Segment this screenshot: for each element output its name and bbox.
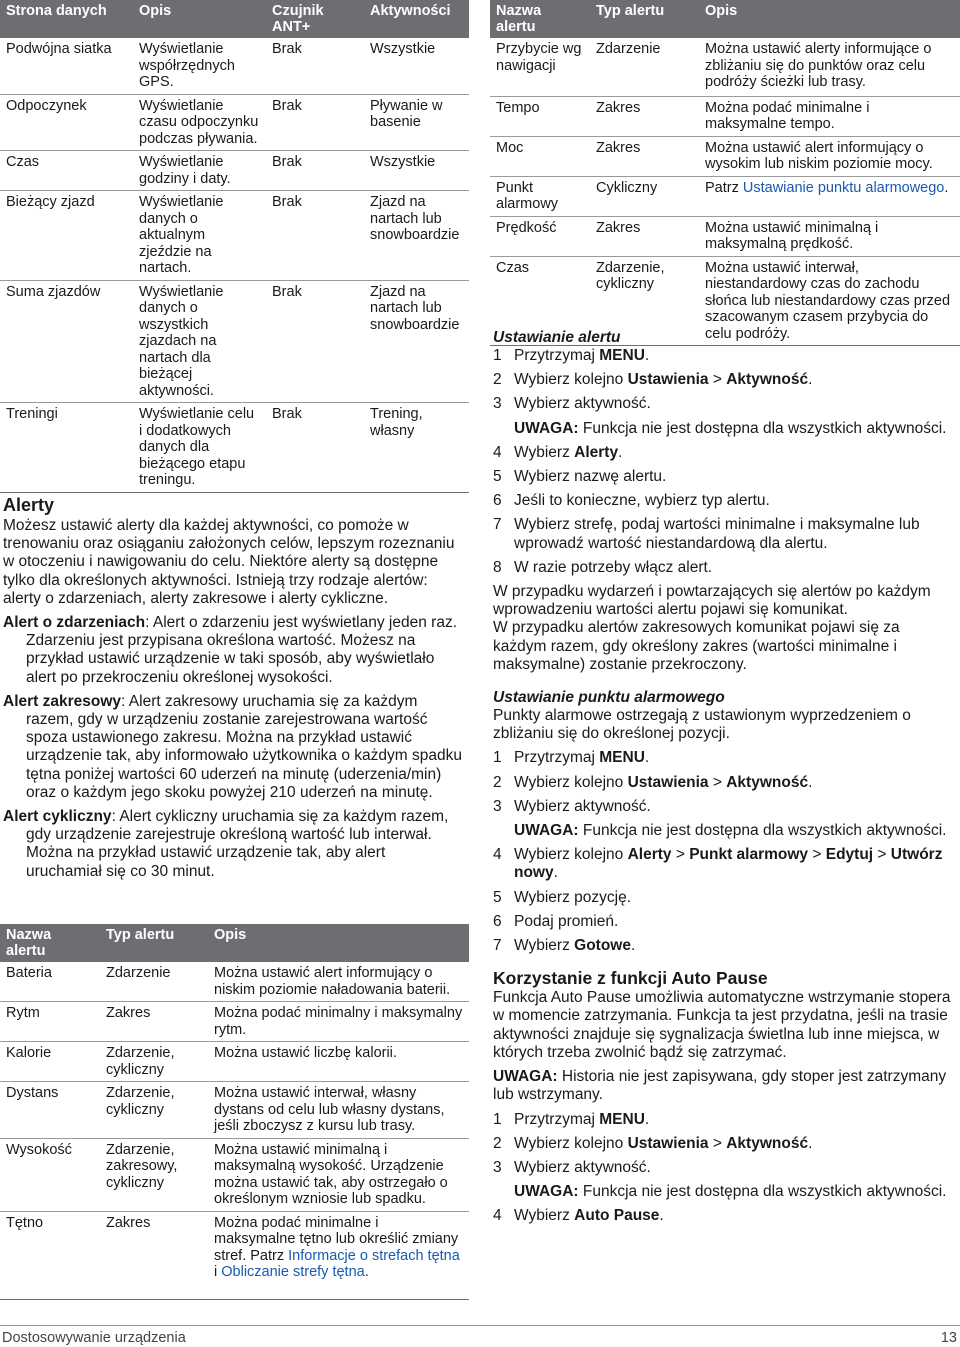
col-header: Aktywności [364, 0, 469, 38]
cell: Brak [266, 94, 364, 151]
right-column [493, 328, 955, 1232]
table-row [0, 962, 469, 1002]
step-text: Wybierz aktywność. [514, 797, 651, 815]
step [493, 347, 955, 365]
step-number: 5 [493, 888, 502, 906]
step-number: 6 [493, 492, 502, 510]
step-text: . [808, 773, 813, 791]
cell: Trening, własny [364, 403, 469, 493]
step [493, 913, 955, 931]
cell-text: . [364, 1264, 369, 1280]
cell: Brak [266, 38, 364, 94]
alarm-point-steps [493, 749, 955, 816]
note-label: UWAGA: [514, 822, 579, 840]
cell [699, 176, 960, 216]
hr-zones-info-link[interactable]: Informacje o strefach tętna [288, 1247, 460, 1264]
cell: Można podać minimalne i maksymalne tempo. [699, 96, 960, 136]
alerts-table-right [490, 0, 960, 346]
col-header: Typ alertu [100, 924, 208, 962]
table-row [490, 38, 960, 96]
step-text: . [553, 864, 558, 882]
cell: Brak [266, 280, 364, 403]
step [493, 937, 955, 955]
step [493, 516, 955, 552]
step-number: 3 [493, 1158, 502, 1176]
setting-alert-steps [493, 347, 955, 414]
step-number: 8 [493, 558, 502, 576]
step-key: Edytuj [825, 846, 874, 864]
step [493, 749, 955, 767]
table-row [490, 136, 960, 176]
definition-event-alert [3, 614, 465, 687]
table-row [0, 1211, 469, 1299]
note-text: Historia nie jest zapisywana, gdy stoper jest zatrzymany lub wstrzymany. [493, 1068, 947, 1104]
step [493, 395, 955, 413]
cell: Można ustawić minimalną i maksymalną prędkość. [699, 216, 960, 256]
auto-pause-title: Korzystanie z funkcji Auto Pause [493, 968, 768, 989]
cell: Cykliczny [590, 176, 699, 216]
step-number: 2 [493, 773, 502, 791]
cell: Zakres [100, 1002, 208, 1042]
col-header: Opis [699, 0, 960, 38]
step-key: Alerty [574, 443, 619, 461]
step-number: 5 [493, 468, 502, 486]
step-text: > [708, 773, 727, 791]
cell: Wszystkie [364, 151, 469, 191]
step-text: Jeśli to konieczne, wybierz typ alertu. [514, 492, 770, 510]
step-key: Auto Pause [574, 1207, 660, 1225]
step-text: Wybierz nazwę alertu. [514, 468, 667, 486]
cell: Prędkość [490, 216, 590, 256]
cell: Tętno [0, 1211, 100, 1299]
step-key: Aktywność [726, 1134, 809, 1152]
setting-alert-steps-cont [493, 444, 955, 577]
table-row [490, 176, 960, 216]
cell: Zjazd na nartach lub snowboardzie [364, 280, 469, 403]
step [493, 444, 955, 462]
step-key: Ustawienia [627, 773, 709, 791]
step [493, 1207, 955, 1225]
cell: Zakres [590, 136, 699, 176]
result-text: W przypadku wydarzeń i powtarzających się alertów po każdym wprowadzeniu wartości alertu pojawi się komunikat. [493, 583, 931, 619]
step-text: . [618, 443, 623, 461]
step-text: > [708, 371, 727, 389]
col-header: Typ alertu [590, 0, 699, 38]
cell: Dystans [0, 1082, 100, 1139]
cell [208, 1211, 469, 1299]
step-key: Alerty [627, 846, 672, 864]
step-text: . [631, 937, 636, 955]
cell: Odpoczynek [0, 94, 133, 151]
step-text: Wybierz strefę, podaj wartości minimalne i maksymalne lub wprowadź wartość niestandardową dla alertu. [514, 516, 920, 552]
table-row [490, 96, 960, 136]
step-number: 3 [493, 797, 502, 815]
auto-pause-steps [493, 1111, 955, 1178]
cell: Wyświetlanie godziny i daty. [133, 151, 266, 191]
cell: Wyświetlanie współrzędnych GPS. [133, 38, 266, 94]
table-row [0, 38, 469, 94]
step-text: > [808, 846, 826, 864]
note [493, 420, 955, 438]
alarm-point-intro: Punkty alarmowe ostrzegają z ustawionym wyprzedzeniem o zbliżaniu się do określonej pozycji. [493, 707, 911, 743]
note [493, 822, 955, 840]
cell: Zdarzenie [100, 962, 208, 1002]
step [493, 492, 955, 510]
step-number: 2 [493, 371, 502, 389]
cell: Czas [490, 256, 590, 346]
alarm-point-title: Ustawianie punktu alarmowego [493, 689, 725, 707]
definition-term: Alert o zdarzeniach [3, 614, 146, 632]
alarm-point-link[interactable]: Ustawianie punktu alarmowego [742, 179, 945, 196]
step [493, 371, 955, 389]
cell: Można ustawić alert informujący o wysokim lub niskim poziomie mocy. [699, 136, 960, 176]
cell: Zdarzenie, cykliczny [100, 1082, 208, 1139]
step-number: 7 [493, 937, 502, 955]
cell: Kalorie [0, 1042, 100, 1082]
data-pages-table [0, 0, 469, 493]
step-text: . [644, 749, 650, 767]
note-label: UWAGA: [514, 1183, 579, 1201]
table-row [0, 280, 469, 403]
step-text: Wybierz aktywność. [514, 1158, 651, 1176]
auto-pause-note [493, 1068, 955, 1104]
definition-range-alert [3, 693, 465, 802]
cell: Zdarzenie [590, 38, 699, 96]
col-header: Strona danych [0, 0, 133, 38]
cell: Zakres [590, 96, 699, 136]
result-text: W przypadku alertów zakresowych komunikat pojawi się za każdym razem, gdy określony zakres (wartości minimalne i maksymalne) zostanie przekroczony. [493, 619, 900, 673]
alerts-intro: Możesz ustawić alerty dla każdej aktywności, co pomoże w trenowaniu oraz osiąganiu założonych celów, lepszym rozeznaniu w otoczeniu i nawigowaniu do celu. Niektóre alerty są dostępne tylko dla określonych aktywności. Istnieją trzy rodzaje alertów: alerty o zdarzeniach, alerty zakresowe i alerty cykliczne. [3, 517, 455, 607]
table-header-row [0, 0, 469, 38]
step-text: Wybierz kolejno [514, 1134, 628, 1152]
definition-text: : Alert cykliczny uruchamia się za każdym razem, gdy urządzenie zarejestruje określoną wartość lub interwał. Można na przykład ustawić urządzenie tak, aby alert uruchamiał się co 30 minut. [26, 808, 449, 880]
cell: Zakres [100, 1211, 208, 1299]
col-header: Opis [208, 924, 469, 962]
cell: Tempo [490, 96, 590, 136]
auto-pause-intro: Funkcja Auto Pause umożliwia automatyczne wstrzymanie stopera w momencie zatrzymania. Funkcja ta jest przydatna, jeśli na trasie aktywności znajduje się sygnalizacja świetlna lub inne miejsca, w których trzeba zwolnić bądź się zatrzymać. [493, 989, 951, 1061]
step [493, 1135, 955, 1153]
step-key: Gotowe [574, 937, 631, 955]
step-number: 7 [493, 516, 502, 534]
cell: Moc [490, 136, 590, 176]
step-key: Utwórz nowy [514, 846, 943, 882]
cell: Bieżący zjazd [0, 191, 133, 281]
step [493, 846, 955, 882]
note-text: Funkcja nie jest dostępna dla wszystkich aktywności. [578, 822, 947, 840]
col-header: Opis [133, 0, 266, 38]
cell: Wyświetlanie danych o aktualnym zjeździe na nartach. [133, 191, 266, 281]
step-number: 3 [493, 395, 502, 413]
cell: Podwójna siatka [0, 38, 133, 94]
step-text: Przytrzymaj [514, 749, 600, 767]
note-text: Funkcja nie jest dostępna dla wszystkich aktywności. [578, 1183, 947, 1201]
cell-text: . [944, 179, 949, 196]
cell: Brak [266, 403, 364, 493]
step-text: . [808, 371, 813, 389]
cell: Wysokość [0, 1138, 100, 1211]
table-header-row [0, 924, 469, 962]
cell: Można ustawić liczbę kalorii. [208, 1042, 469, 1082]
cell: Brak [266, 151, 364, 191]
step-text: Wybierz kolejno [514, 371, 628, 389]
definition-term: Alert zakresowy [3, 692, 122, 710]
step-text: Wybierz kolejno [514, 773, 628, 791]
step-text: Wybierz [514, 443, 575, 461]
cell: Można ustawić alert informujący o niskim poziomie naładowania baterii. [208, 962, 469, 1002]
step-number: 1 [493, 347, 502, 364]
step [493, 468, 955, 486]
cell: Można ustawić interwał, własny dystans od celu lub własny dystans, jeśli zboczysz z kursu lub trasy. [208, 1082, 469, 1139]
footer-section-name: Dostosowywanie urządzenia [2, 1330, 186, 1346]
alarm-point-steps-cont [493, 846, 955, 955]
cell: Można ustawić minimalną i maksymalną wysokość. Urządzenie można ustawić tak, aby ostrzegało o określonym wzniosie lub spadku. [208, 1138, 469, 1211]
note-label: UWAGA: [514, 419, 579, 437]
col-header: Nazwa alertu [0, 924, 100, 962]
cell: Rytm [0, 1002, 100, 1042]
step [493, 1159, 955, 1177]
step [493, 774, 955, 792]
col-header: Nazwa alertu [490, 0, 590, 38]
step-text: Wybierz pozycję. [514, 888, 632, 906]
table-row [0, 191, 469, 281]
cell: Wyświetlanie celu i dodatkowych danych dla bieżącego etapu treningu. [133, 403, 266, 493]
step [493, 889, 955, 907]
auto-pause-steps-cont [493, 1207, 955, 1225]
cell: Wyświetlanie czasu odpoczynku podczas pływania. [133, 94, 266, 151]
step-number: 4 [493, 1207, 502, 1225]
cell: Czas [0, 151, 133, 191]
page-number: 13 [940, 1330, 957, 1346]
step-text: W razie potrzeby włącz alert. [514, 558, 713, 576]
cell: Wyświetlanie danych o wszystkich zjazdach na nartach dla bieżącej aktywności. [133, 280, 266, 403]
cell: Można ustawić interwał, niestandardowy czas do zachodu słońca lub niestandardowy czas przed szacowanym czasem przybycia do celu podróży. [699, 256, 960, 346]
cell: Zjazd na nartach lub snowboardzie [364, 191, 469, 281]
step-text: Wybierz aktywność. [514, 395, 651, 413]
step-text: > [708, 1134, 727, 1152]
step-text: > [671, 846, 690, 864]
cell: Można podać minimalny i maksymalny rytm. [208, 1002, 469, 1042]
step-text: . [659, 1207, 664, 1225]
note [493, 1183, 955, 1201]
table-header-row [490, 0, 960, 38]
table-row [0, 403, 469, 493]
cell: Treningi [0, 403, 133, 493]
step-key: MENU [599, 1110, 645, 1128]
cell: Zakres [590, 216, 699, 256]
step [493, 1111, 955, 1129]
cell-text: Można podać minimalne i maksymalne tętno lub określić zmiany stref. Patrz [214, 1214, 459, 1264]
cell: Można ustawić alerty informujące o zbliżaniu się do punktów oraz celu podróży ścieżki lub trasy. [699, 38, 960, 96]
footer-divider [0, 1325, 960, 1326]
definition-text: : Alert o zdarzeniu jest wyświetlany jeden raz. Zdarzeniu jest przypisana określona wartość. Możesz na przykład ustawić urządzenie w taki sposób, aby wyświetlało alert po przekroczeniu określonej wysokości. [26, 614, 457, 686]
alerts-section [3, 494, 465, 887]
step-text: Przytrzymaj [514, 347, 600, 364]
cell: Zdarzenie, cykliczny [100, 1042, 208, 1082]
cell: Pływanie w basenie [364, 94, 469, 151]
step-text: Przytrzymaj [514, 1110, 600, 1128]
table-row [0, 94, 469, 151]
section-title: Alerty [3, 495, 55, 515]
step-number: 4 [493, 443, 502, 461]
step-text: Podaj promień. [514, 912, 619, 930]
step-number: 1 [493, 749, 502, 767]
cell: Suma zjazdów [0, 280, 133, 403]
definition-text: : Alert zakresowy uruchamia się za każdym razem, gdy w urządzeniu zostanie zarejestrowana wartość spoza ustawionego zakresu. Można na przykład ustawić urządzenie tak, aby informowało użytkownika o każdym spadku tętna poniżej wartości 60 uderzeń na minutę (uderzenia/min) oraz o każdym jego skoku powyżej 210 uderzeń na minutę. [26, 692, 462, 801]
table-row [0, 1002, 469, 1042]
col-header: Czujnik ANT+ [266, 0, 364, 38]
cell: Punkt alarmowy [490, 176, 590, 216]
step-key: Ustawienia [627, 1134, 709, 1152]
cell: Zdarzenie, cykliczny [590, 256, 699, 346]
step-text: . [644, 347, 650, 364]
step-key: Ustawienia [627, 371, 709, 389]
definition-term: Alert cykliczny [3, 808, 112, 826]
step-text: Wybierz [514, 1207, 575, 1225]
step [493, 798, 955, 816]
table-row [0, 151, 469, 191]
step-text: Wybierz kolejno [514, 846, 628, 864]
cell: Wszystkie [364, 38, 469, 94]
step-text: Wybierz [514, 937, 575, 955]
step-key: MENU [599, 749, 645, 767]
step-key: Punkt alarmowy [689, 846, 809, 864]
cell-text: Patrz [705, 179, 743, 196]
definition-recurring-alert [3, 808, 465, 881]
alerts-table-left [0, 924, 469, 1300]
step-number: 6 [493, 912, 502, 930]
step-number: 4 [493, 846, 502, 864]
table-row [0, 1138, 469, 1211]
cell: Brak [266, 191, 364, 281]
table-row [0, 1082, 469, 1139]
setting-alert-title: Ustawianie alertu [493, 329, 621, 346]
step-text: > [873, 846, 891, 864]
step [493, 559, 955, 577]
table-row [0, 1042, 469, 1082]
hr-zones-calc-link[interactable]: Obliczanie strefy tętna [221, 1264, 365, 1280]
note-text: Funkcja nie jest dostępna dla wszystkich aktywności. [578, 419, 947, 437]
cell: Przybycie wg nawigacji [490, 38, 590, 96]
cell: Bateria [0, 962, 100, 1002]
step-key: MENU [599, 347, 645, 364]
note-label: UWAGA: [493, 1068, 558, 1086]
step-key: Aktywność [726, 773, 809, 791]
step-key: Aktywność [726, 371, 809, 389]
step-text: . [644, 1110, 650, 1128]
step-number: 2 [493, 1134, 502, 1152]
cell: Zdarzenie, zakresowy, cykliczny [100, 1138, 208, 1211]
step-number: 1 [493, 1110, 502, 1128]
step-text: . [808, 1134, 813, 1152]
cell-text: i [214, 1264, 222, 1280]
table-row [490, 216, 960, 256]
